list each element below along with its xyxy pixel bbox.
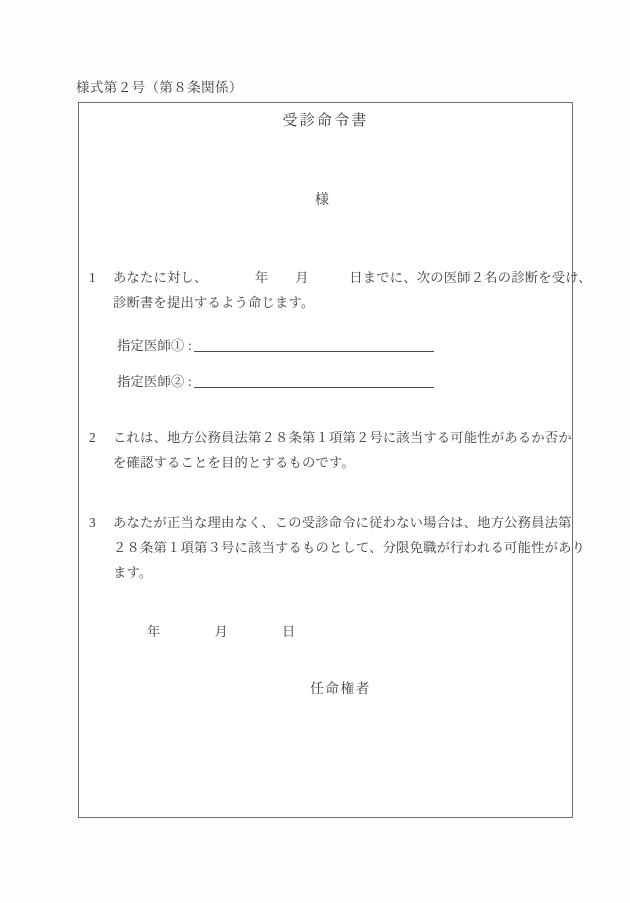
- clause-3-body: [113, 510, 586, 585]
- clause-3-line-2: ２８条第１項第３号に該当するものとして、分限免職が行われる可能性があり: [113, 540, 586, 555]
- appointing-authority-label: 任命権者: [310, 681, 371, 696]
- clause-1-body: [113, 265, 592, 315]
- clause-1-line-1: あなたに対し、 年 月 日までに、次の医師２名の診断を受け、: [113, 270, 592, 285]
- clause-1: [89, 265, 592, 315]
- clause-2-line-1: これは、地方公務員法第２８条第１項第２号に該当する可能性があるか否か: [113, 430, 572, 445]
- clause-1-line-2: 診断書を提出するよう命じます。: [113, 295, 315, 310]
- designated-doctor-2-input[interactable]: [194, 373, 434, 388]
- document-border-box: [78, 102, 592, 818]
- designated-doctor-2-label: 指定医師② :: [117, 374, 192, 389]
- clause-3-line-3: ます。: [113, 565, 153, 580]
- designated-doctor-1-label: 指定医師① :: [117, 338, 192, 353]
- clause-2: [89, 425, 572, 475]
- designated-doctor-row-2: [117, 372, 434, 392]
- clause-3-number: 3: [89, 515, 96, 530]
- clause-2-number: 2: [89, 430, 96, 445]
- form-number-label: 様式第２号（第８条関係）: [76, 80, 243, 95]
- clause-3-line-1: あなたが正当な理由なく、この受診命令に従わない場合は、地方公務員法第: [113, 515, 572, 530]
- clause-2-line-2: を確認することを目的とするものです。: [113, 455, 355, 470]
- recipient-honorific: 様: [315, 193, 330, 208]
- clause-3: [89, 510, 586, 585]
- page-title: 受診命令書: [282, 113, 369, 129]
- clause-2-body: [113, 425, 572, 475]
- designated-doctor-row-1: [117, 336, 434, 356]
- date-line: 年 月 日: [147, 624, 296, 639]
- clause-1-number: 1: [89, 270, 96, 285]
- designated-doctor-1-input[interactable]: [194, 337, 434, 352]
